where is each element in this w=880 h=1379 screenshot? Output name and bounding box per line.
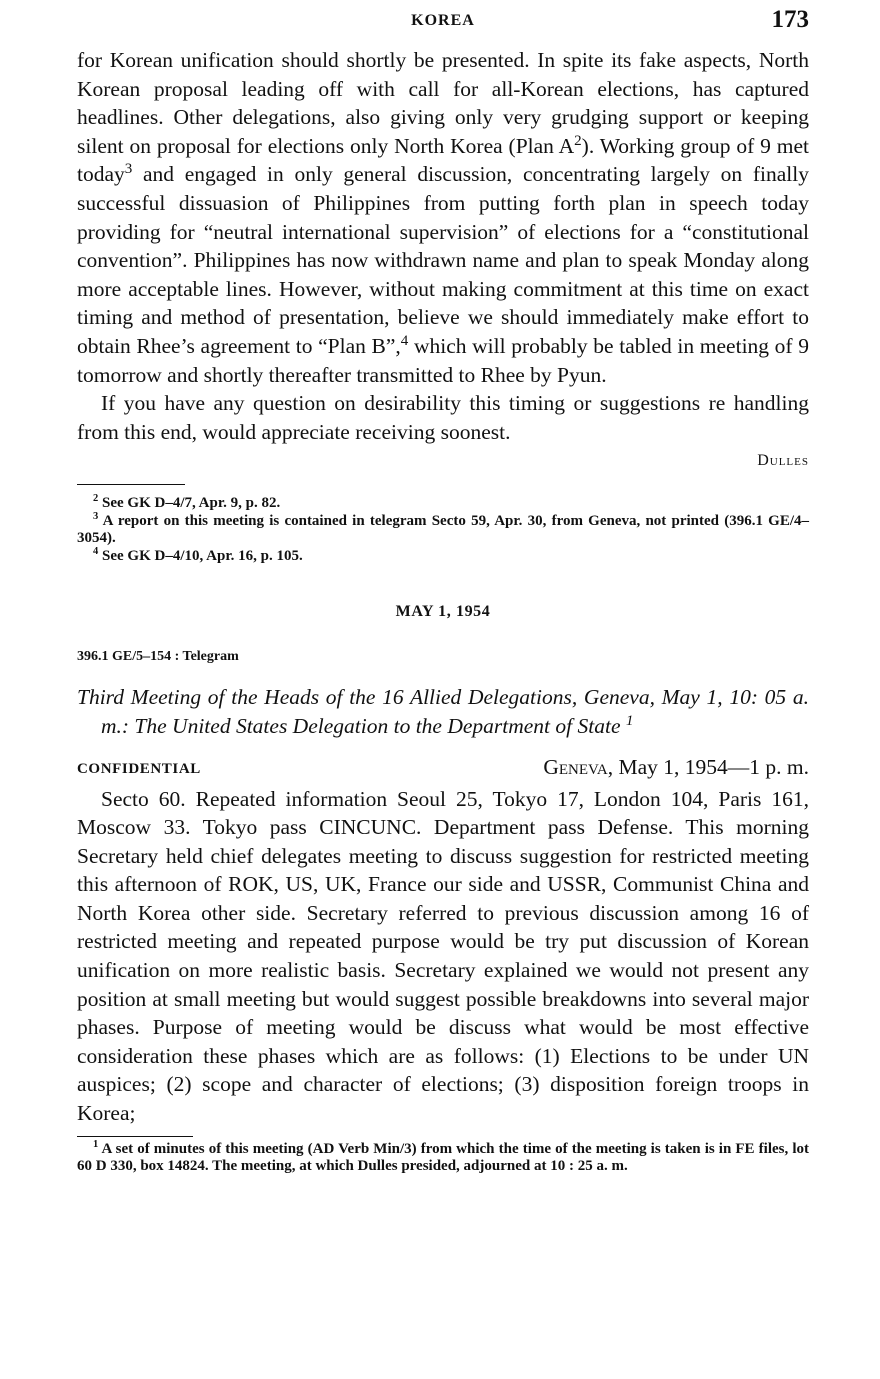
footnote-mark: 4	[93, 545, 99, 557]
date-time: , May 1, 1954—1 p. m.	[607, 754, 809, 779]
paragraph-1	[77, 46, 809, 389]
footnote-divider-bottom	[77, 1136, 193, 1137]
paragraph-1-text-c: and engaged in only general discussion, concentrating largely on finally successful dissuasion of Philippines from putting forth plan in speech today providing for “neutral international supervision” of elections for a “constitutional convention”. Philippines has now withdrawn name and plan to speak Monday along more acceptable lines. However, without making commitment at this time on exact timing and method of presentation, believe we should immediately make effort to obtain Rhee’s agreement to “Plan B”,	[77, 162, 809, 358]
footnote-mark: 1	[93, 1138, 99, 1150]
paragraph-3: Secto 60. Repeated information Seoul 25, Tokyo 17, London 104, Paris 161, Moscow 33. Tokyo pass CINCUNC. Department pass Defense. This morning Secretary held chief delegates meeting to discuss suggestion for restricted meeting this afternoon of ROK, US, UK, France our side and USSR, Communist China and North Korea other side. Secretary referred to previous discussion among 16 of restricted meeting and repeated purpose would be try put discussion of Korean unification on more realistic basis. Secretary explained we would not present any position at small meeting but would suggest possible breakdowns into several major phases. Purpose of meeting would be discuss what would be most effective consideration these phases which are as follows: (1) Elections to be under UN auspices; (2) scope and character of elections; (3) disposition foreign troops in Korea;	[77, 786, 809, 1126]
document-title	[77, 683, 809, 740]
paragraph-1-text-a: for Korean unification should shortly be presented. In spite its fake aspects, North Korean proposal leading off with call for all-Korean elections, has captured headlines. Other delegations, also giving only very grudging support or keeping silent on proposal for elections only North Korea (Plan A	[77, 48, 809, 158]
place-date	[543, 755, 809, 780]
footnote-1	[77, 1138, 809, 1176]
paragraph-2: If you have any question on desirability this timing or suggestions re handling from this end, would appreciate receiving soonest.	[77, 391, 809, 444]
footnote-text: A report on this meeting is contained in telegram Secto 59, Apr. 30, from Geneva, not printed (396.1 GE/4–3054).	[77, 512, 809, 547]
footnote-divider	[77, 484, 185, 485]
section-dateline: MAY 1, 1954	[395, 603, 491, 621]
footnote-ref-2[interactable]: 2	[574, 132, 582, 149]
running-head-title: KOREA	[411, 12, 475, 29]
footnote-text: See GK D–4/10, Apr. 16, p. 105.	[102, 547, 303, 564]
footnote-2	[77, 495, 809, 513]
footnote-ref-1[interactable]: 1	[625, 712, 634, 729]
footnote-3	[77, 510, 809, 548]
place: Geneva	[543, 754, 608, 779]
telegram-header	[77, 755, 809, 785]
footnote-ref-3[interactable]: 3	[124, 161, 133, 178]
signature: Dulles	[757, 452, 809, 470]
page-number: 173	[771, 6, 809, 33]
footnote-text: See GK D–4/7, Apr. 9, p. 82.	[102, 495, 281, 512]
footnote-ref-4[interactable]: 4	[400, 332, 409, 349]
paragraph-1-text-d: which will probably be tabled in meeting of 9 tomorrow and shortly thereafter transmitted to Rhee by Pyun.	[77, 333, 809, 387]
footnote-mark: 3	[93, 510, 99, 522]
classification: CONFIDENTIAL	[77, 760, 201, 777]
file-reference: 396.1 GE/5–154 : Telegram	[77, 649, 239, 665]
footnote-mark: 2	[93, 493, 99, 505]
footnotes-top	[77, 495, 809, 565]
document-page	[77, 0, 809, 1176]
footnotes-bottom	[77, 1138, 809, 1176]
paragraph-1-text-b: ). Working group of 9 met today	[77, 133, 809, 187]
running-head	[77, 0, 809, 46]
document-title-text: Third Meeting of the Heads of the 16 Allied Delegations, Geneva, May 1, 10: 05 a. m.: The United States Delegation to the Department of State	[77, 685, 809, 738]
footnote-4	[77, 545, 809, 566]
footnote-text: A set of minutes of this meeting (AD Verb Min/3) from which the time of the meeting is taken is in FE files, lot 60 D 330, box 14824. The meeting, at which Dulles presided, adjourned at 10 : 25 a. m.	[77, 1140, 809, 1175]
